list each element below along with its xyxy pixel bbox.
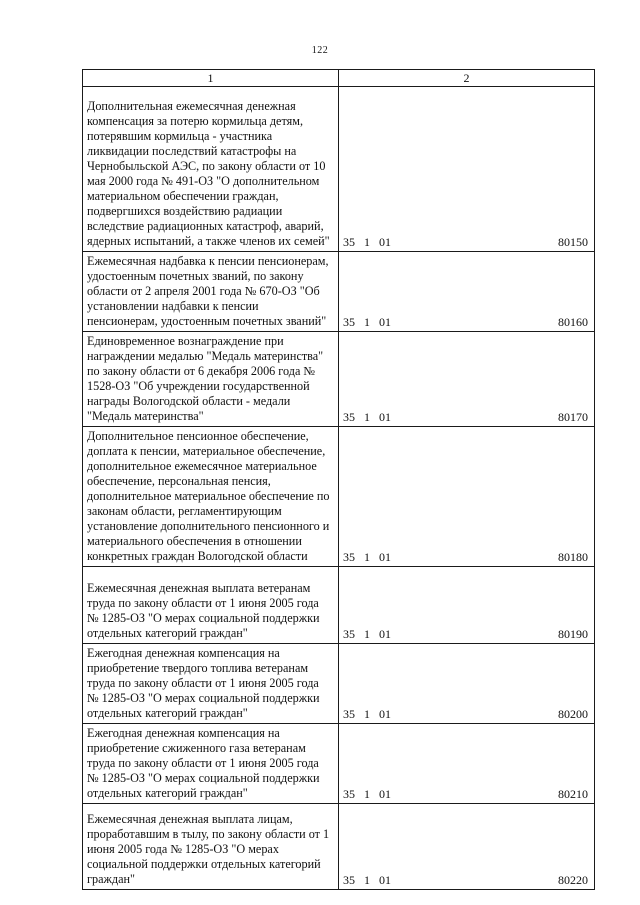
- code-prefix: 35 1 01: [343, 707, 391, 721]
- row-description: Ежемесячная надбавка к пенсии пенсионерам, удостоенным почетных званий, по закону области от 2 апреля 2001 года № 670-ОЗ "Об установлении надбавки к пенсии пенсионерам, удостоенным почетных званий": [83, 252, 339, 332]
- code-suffix: 80220: [558, 873, 588, 887]
- code-prefix: 35 1 01: [343, 873, 391, 887]
- code-suffix: 80200: [558, 707, 588, 721]
- budget-code: [343, 315, 588, 329]
- code-suffix: 80170: [558, 410, 588, 424]
- code-suffix: 80160: [558, 315, 588, 329]
- row-code-cell: [339, 724, 595, 804]
- row-code-cell: [339, 332, 595, 427]
- budget-code: [343, 410, 588, 424]
- code-suffix: 80150: [558, 235, 588, 249]
- table-row: [83, 332, 595, 427]
- budget-code: [343, 787, 588, 801]
- table-row: [83, 804, 595, 890]
- row-description: Дополнительное пенсионное обеспечение, доплата к пенсии, материальное обеспечение, дополнительное ежемесячное материальное обеспечение, персональная пенсия, дополнительное материальное обеспечение по законам области, регламентирующим установление дополнительного пенсионного и материального обеспечения в отношении конкретных граждан Вологодской области: [83, 427, 339, 567]
- budget-code: [343, 550, 588, 564]
- code-prefix: 35 1 01: [343, 787, 391, 801]
- row-description: Ежегодная денежная компенсация на приобретение сжиженного газа ветеранам труда по закону области от 1 июня 2005 года № 1285-ОЗ "О мерах социальной поддержки отдельных категорий граждан": [83, 724, 339, 804]
- code-prefix: 35 1 01: [343, 235, 391, 249]
- page-number: 122: [311, 45, 329, 56]
- code-prefix: 35 1 01: [343, 410, 391, 424]
- code-suffix: 80210: [558, 787, 588, 801]
- row-code-cell: [339, 804, 595, 890]
- code-suffix: 80190: [558, 627, 588, 641]
- column-header-2: 2: [339, 70, 595, 87]
- row-description: Ежемесячная денежная выплата лицам, проработавшим в тылу, по закону области от 1 июня 2005 года № 1285-ОЗ "О мерах социальной поддержки отдельных категорий граждан": [83, 804, 339, 890]
- row-code-cell: [339, 567, 595, 644]
- table-header-row: [83, 70, 595, 87]
- budget-code: [343, 627, 588, 641]
- code-prefix: 35 1 01: [343, 315, 391, 329]
- row-code-cell: [339, 252, 595, 332]
- table-row: [83, 252, 595, 332]
- row-code-cell: [339, 644, 595, 724]
- budget-code: [343, 235, 588, 249]
- code-suffix: 80180: [558, 550, 588, 564]
- row-description: Дополнительная ежемесячная денежная компенсация за потерю кормильца детям, потерявшим кормильца - участника ликвидации последствий катастрофы на Чернобыльской АЭС, по закону области от 10 мая 2000 года № 491-ОЗ "О дополнительном материальном обеспечении граждан, подвергшихся воздействию радиации вследствие радиационных катастроф, аварий, ядерных испытаний, а также членов их семей": [83, 87, 339, 252]
- budget-code: [343, 873, 588, 887]
- table-row: [83, 87, 595, 252]
- table-row: [83, 427, 595, 567]
- row-description: Ежегодная денежная компенсация на приобретение твердого топлива ветеранам труда по закону области от 1 июня 2005 года № 1285-ОЗ "О мерах социальной поддержки отдельных категорий граждан": [83, 644, 339, 724]
- table-row: [83, 567, 595, 644]
- code-prefix: 35 1 01: [343, 550, 391, 564]
- column-header-1: 1: [83, 70, 339, 87]
- code-prefix: 35 1 01: [343, 627, 391, 641]
- row-description: Единовременное вознаграждение при награждении медалью "Медаль материнства" по закону области от 6 декабря 2006 года № 1528-ОЗ "Об учреждении государственной награды Вологодской области - медали "Медаль материнства": [83, 332, 339, 427]
- budget-codes-table: [82, 69, 595, 890]
- table-row: [83, 724, 595, 804]
- table-row: [83, 644, 595, 724]
- row-description: Ежемесячная денежная выплата ветеранам труда по закону области от 1 июня 2005 года № 1285-ОЗ "О мерах социальной поддержки отдельных категорий граждан": [83, 567, 339, 644]
- row-code-cell: [339, 427, 595, 567]
- budget-code: [343, 707, 588, 721]
- row-code-cell: [339, 87, 595, 252]
